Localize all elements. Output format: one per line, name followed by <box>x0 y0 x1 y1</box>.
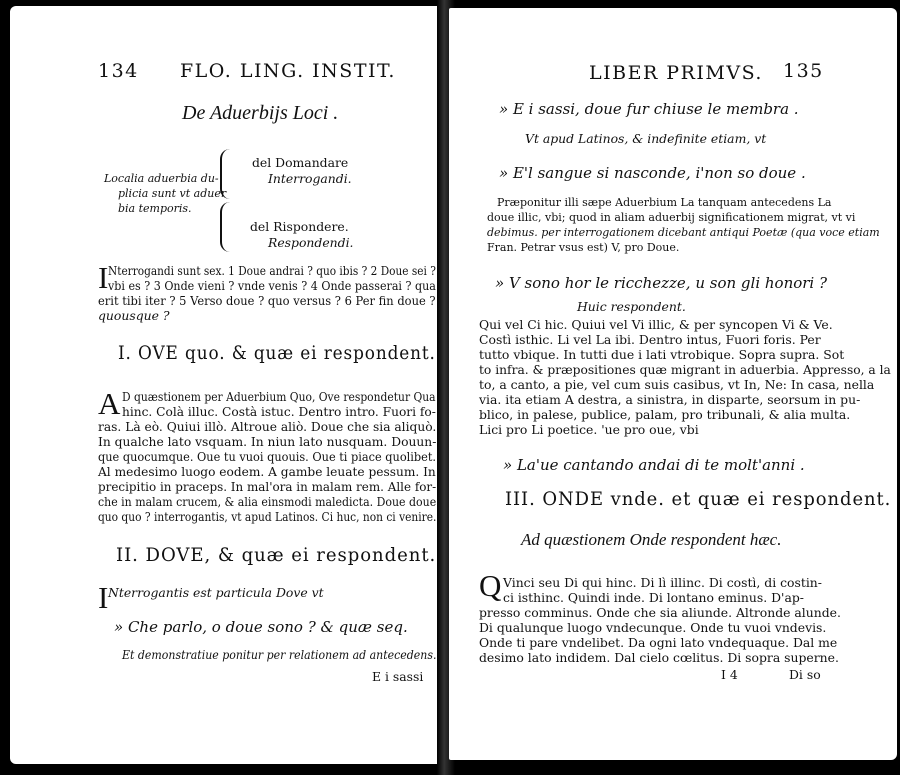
text-line: In qualche lato vsquam. In niun lato nusquam. Douun- <box>98 434 437 449</box>
right-running-head: LIBER PRIMVS. <box>589 62 763 84</box>
text-line: Fran. Petrar vsus est) V, pro Doue. <box>487 241 680 254</box>
verse-quote: » La'ue cantando andai di te molt'anni . <box>503 456 805 474</box>
catchword: Di so <box>789 667 821 682</box>
text-line: tutto vbique. In tutti due i lati vtrobique. Sopra supra. Sot <box>479 347 845 362</box>
text-line: erit tibi iter ? 5 Verso doue ? quo versus ? 6 Per fin doue ? <box>98 293 436 308</box>
section-heading-1: I. OVE quo. & quæ ei respondent. <box>118 342 436 364</box>
drop-cap: Q <box>479 568 502 603</box>
section-subheading: Ad quæstionem Onde respondent hæc. <box>521 530 782 549</box>
verse-quote: » Che parlo, o doue sono ? & quæ seq. <box>114 618 408 636</box>
left-title: De Aduerbijs Loci . <box>182 102 339 124</box>
left-running-head: FLO. LING. INSTIT. <box>180 60 396 82</box>
text-line: D quæstionem per Aduerbium Quo, Ove respondetur Qua <box>122 389 436 404</box>
text-line: Vt apud Latinos, & indefinite etiam, vt <box>525 131 767 146</box>
text-line: vbi es ? 3 Onde vieni ? vnde venis ? 4 Onde passerai ? qua <box>108 278 436 293</box>
text-line: Costì isthic. Li vel La ibi. Dentro intus, Fuori foris. Per <box>479 332 821 347</box>
right-page <box>449 8 897 760</box>
right-folio: 135 <box>783 60 824 82</box>
text-line: precipitio in praceps. In mal'ora in malam rem. Alle for- <box>98 479 437 494</box>
label-line: plicia sunt vt aduer <box>118 187 227 200</box>
text-line: ci isthinc. Quindi inde. Di lontano eminus. D'ap- <box>503 590 804 605</box>
brace-option: Interrogandi. <box>268 171 352 186</box>
left-page <box>10 6 442 764</box>
text-line: Lici pro Li poetice. 'ue pro oue, vbi <box>479 422 699 437</box>
text-line: hinc. Colà illuc. Costà istuc. Dentro intro. Fuori fo- <box>122 404 436 419</box>
brace-upper <box>220 149 236 199</box>
text-line: debimus. per interrogationem dicebant antiqui Poetæ (qua voce etiam <box>487 226 880 239</box>
verse-quote: » E'l sangue si nasconde, i'non so doue . <box>499 164 806 182</box>
brace-lower <box>220 202 236 252</box>
text-line: Qui vel Ci hic. Quiui vel Vi illic, & per syncopen Vi & Ve. <box>479 317 833 332</box>
drop-cap: I <box>98 260 109 295</box>
text-line: to, a canto, a pie, vel cum suis casibus, vt In, Ne: In casa, nella <box>479 377 875 392</box>
label-line: bia temporis. <box>118 202 192 215</box>
text-line: Nterrogandi sunt sex. 1 Doue andrai ? quo ibis ? 2 Doue sei ? <box>108 263 436 278</box>
text-line: via. ita etiam A destra, a sinistra, in disparte, seorsum in pu- <box>479 392 861 407</box>
text-line: Vinci seu Di qui hinc. Di lì illinc. Di costì, di costin- <box>503 575 822 590</box>
text-line: doue illic, vbi; quod in aliam aduerbij significationem migrat, vt vi <box>487 211 856 224</box>
drop-cap: I <box>98 580 109 615</box>
subheading: Huic respondent. <box>577 299 686 314</box>
drop-cap: A <box>98 386 121 421</box>
label-line: Localia aduerbia du- <box>104 172 219 185</box>
text-line: Nterrogantis est particula Dove vt <box>108 585 324 600</box>
text-line: che in malam crucem, & alia einsmodi maledicta. Doue doue <box>98 494 437 509</box>
text-line: Præponitur illi sæpe Aduerbium La tanquam antecedens La <box>497 196 832 209</box>
text-line: desimo lato indidem. Dal cielo cœlitus. Di sopra superne. <box>479 650 839 665</box>
text-line: to infra. & præpositiones quæ migrant in aduerbia. Appresso, a la <box>479 362 891 377</box>
section-heading-2: II. DOVE, & quæ ei respondent. <box>116 544 437 566</box>
text-line: ras. Là eò. Quiui illò. Altroue aliò. Doue che sia aliquò. <box>98 419 437 434</box>
verse-quote: » E i sassi, doue fur chiuse le membra . <box>499 100 799 118</box>
text-line: blico, in palese, publice, palam, pro tribunali, & alia multa. <box>479 407 851 422</box>
text-line: Et demonstratiue ponitur per relationem ad antecedens. <box>122 647 437 662</box>
text-line: presso comminus. Onde che sia aliunde. Altronde alunde. <box>479 605 841 620</box>
verse-quote: » V sono hor le ricchezze, u son gli honori ? <box>495 274 828 292</box>
text-line: Onde ti pare vndelibet. Da ogni lato vndequaque. Dal me <box>479 635 838 650</box>
brace-option: Respondendi. <box>268 235 354 250</box>
left-folio: 134 <box>98 60 139 82</box>
text-line: quousque ? <box>98 308 170 323</box>
catchword: E i sassi <box>372 669 424 684</box>
section-heading-3: III. ONDE vnde. et quæ ei respondent. <box>505 488 892 510</box>
text-line: Al medesimo luogo eodem. A gambe leuate pessum. In <box>98 464 436 479</box>
text-line: que quocumque. Oue tu vuoi quouis. Oue ti piace quolibet. <box>98 449 437 464</box>
text-line: quo quo ? interrogantis, vt apud Latinos. Ci huc, non ci venire. <box>98 509 437 524</box>
brace-option: del Domandare <box>252 155 349 170</box>
brace-option: del Rispondere. <box>250 219 349 234</box>
signature-mark: I 4 <box>721 667 738 682</box>
text-line: Di qualunque luogo vndecunque. Onde tu vuoi vndevis. <box>479 620 827 635</box>
